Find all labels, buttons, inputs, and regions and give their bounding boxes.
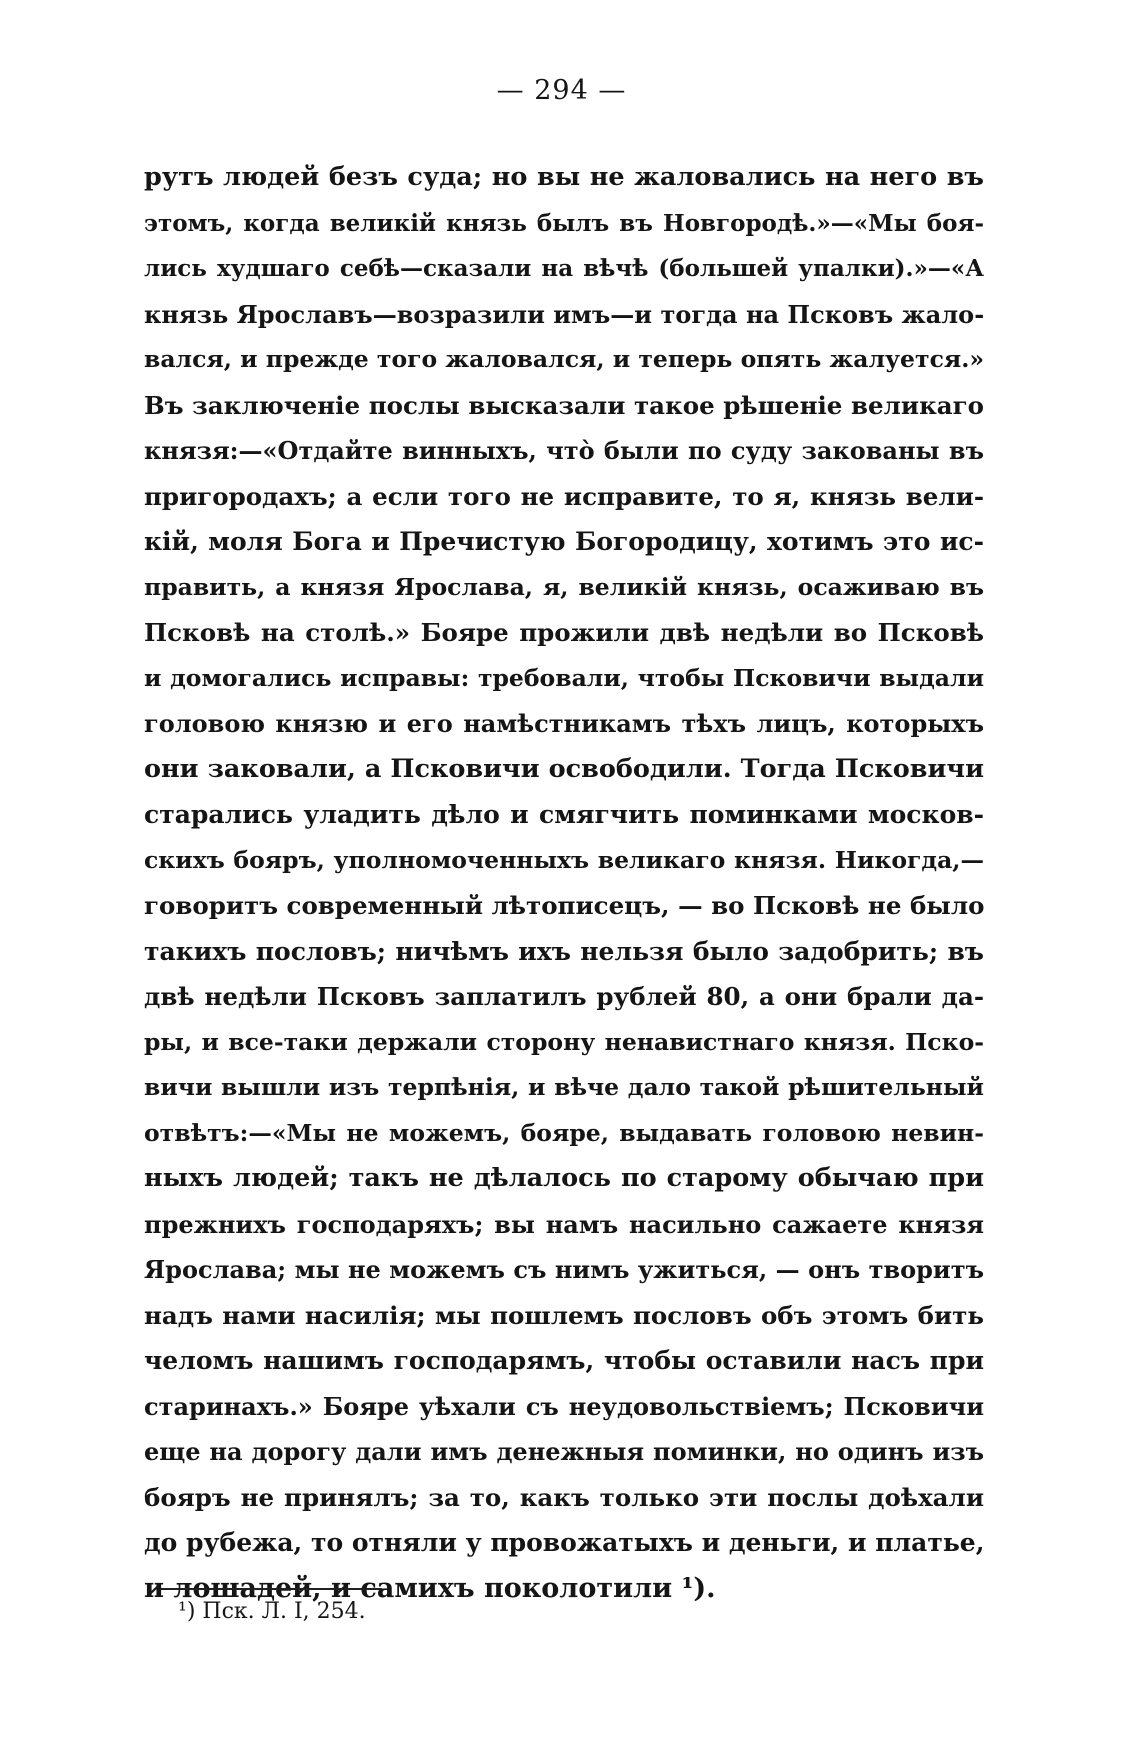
text-line: и лошадей, и самихъ поколотили ¹). — [144, 1572, 716, 1604]
text-line: Въ заключеніе послы высказали такое рѣшеніе великаго — [144, 390, 984, 420]
text-line: лись худшаго себѣ—сказали на вѣчѣ (большей упалки).»—«А — [144, 255, 984, 282]
page-number: — 294 — — [496, 75, 627, 106]
text-line: Псковѣ на столѣ.» Бояре прожили двѣ недѣли во Псковѣ — [144, 618, 984, 647]
text-line: двѣ недѣли Псковъ заплатилъ рублей 80, а они брали да- — [144, 982, 984, 1011]
text-line: князь Ярославъ—возразили имъ—и тогда на Псковъ жало- — [144, 299, 984, 329]
text-line: пригородахъ; а если того не исправите, то я, князь вели- — [144, 481, 984, 511]
text-line: старинахъ.» Бояре уѣхали съ неудовольствіемъ; Псковичи — [144, 1391, 984, 1421]
body-text — [144, 155, 984, 1611]
text-line: челомъ нашимъ господарямъ, чтобы оставили насъ при — [144, 1346, 984, 1375]
text-line: рутъ людей безъ суда; но вы не жаловались на него въ — [144, 162, 984, 192]
text-line: ныхъ людей; такъ не дѣлалось по старому обычаю при — [144, 1163, 984, 1193]
text-line: говоритъ современный лѣтописецъ, — во Псковѣ не было — [144, 891, 984, 920]
text-line: Ярослава; мы не можемъ съ нимъ ужиться, — онъ творитъ — [144, 1255, 984, 1284]
footnote-divider — [160, 1588, 382, 1590]
text-line: и домогались исправы: требовали, чтобы Псковичи выдали — [144, 663, 984, 692]
text-line: такихъ пословъ; ничѣмъ ихъ нельзя было задобрить; въ — [144, 936, 984, 966]
text-line: отвѣтъ:—«Мы не можемъ, бояре, выдавать головою невин- — [144, 1118, 984, 1147]
text-line: прежнихъ господаряхъ; вы намъ насильно сажаете князя — [144, 1209, 984, 1239]
text-line: бояръ не принялъ; за то, какъ только эти послы доѣхали — [144, 1482, 984, 1512]
text-line: надъ нами насилія; мы пошлемъ пословъ объ этомъ бить — [144, 1300, 984, 1330]
text-line: вичи вышли изъ терпѣнія, и вѣче дало такой рѣшительный — [144, 1073, 984, 1101]
text-line: этомъ, когда великій князь былъ въ Новгородѣ.»—«Мы боя- — [144, 209, 984, 237]
text-line: кій, моля Бога и Пречистую Богородицу, хотимъ это ис- — [144, 527, 984, 556]
text-line: старались уладить дѣло и смягчить поминками москов- — [144, 800, 984, 829]
footnote: ¹) Пск. Л. I, 254. — [178, 1599, 366, 1624]
text-line: они заковали, а Псковичи освободили. Тогда Псковичи — [144, 753, 984, 784]
text-line: скихъ бояръ, уполномоченныхъ великаго князя. Никогда,— — [144, 845, 984, 874]
text-line: править, а князя Ярослава, я, великій князь, осаживаю въ — [144, 572, 984, 601]
text-line: головою князю и его намѣстникамъ тѣхъ лицъ, которыхъ — [144, 709, 984, 738]
text-line: князя:—«Отдайте винныхъ, что̀ были по суду закованы въ — [144, 436, 984, 465]
text-line: ры, и все-таки держали сторону ненавистнаго князя. Пско- — [144, 1027, 984, 1056]
text-line: до рубежа, то отняли у провожатыхъ и деньги, и платье, — [144, 1528, 984, 1557]
text-line: вался, и прежде того жаловался, и теперь опять жалуется.» — [144, 345, 984, 373]
text-line: еще на дорогу дали имъ денежныя поминки, но одинъ изъ — [144, 1437, 984, 1466]
